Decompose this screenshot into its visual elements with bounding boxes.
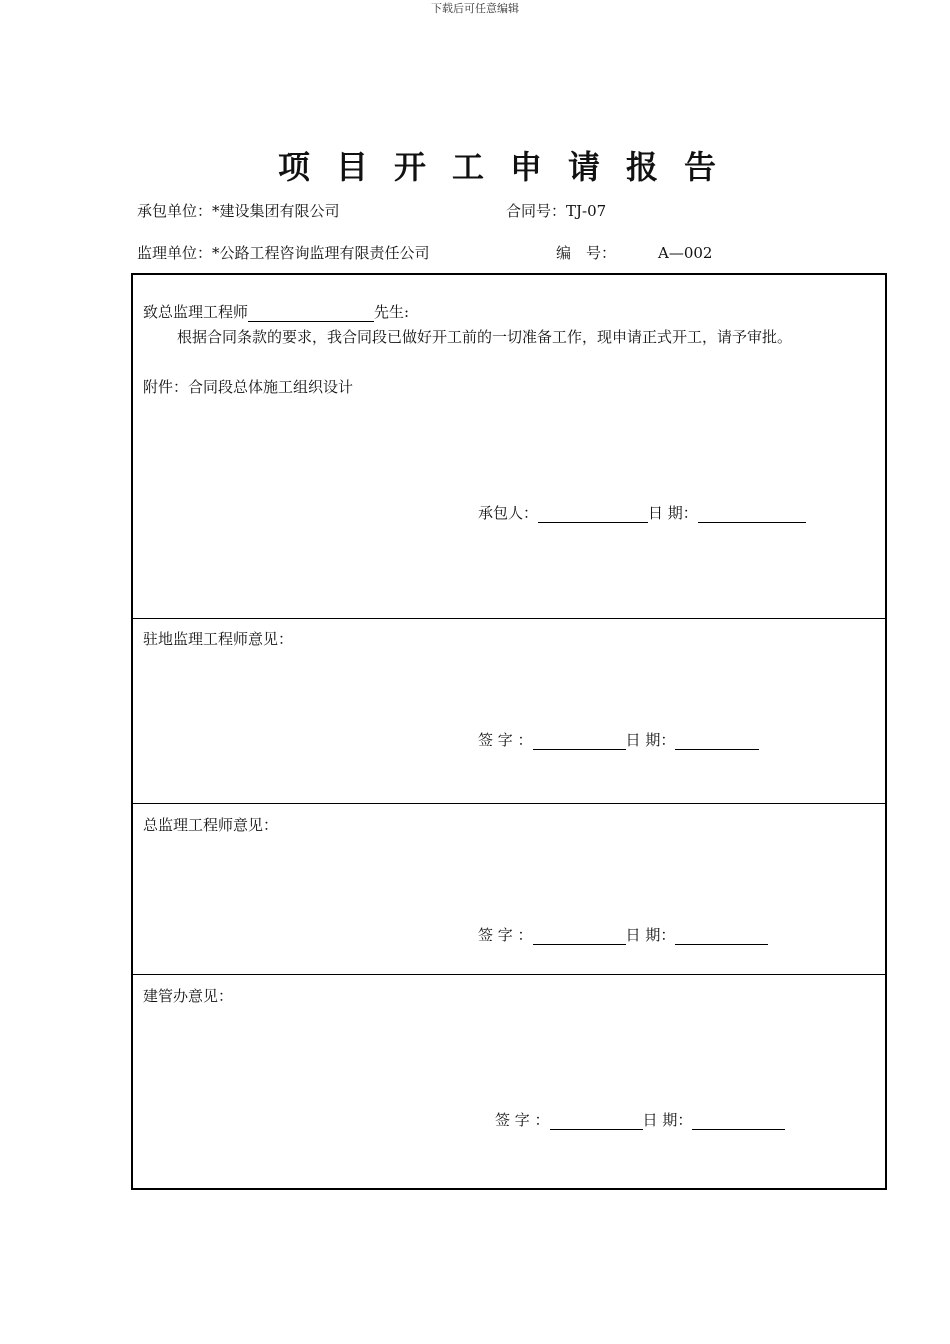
office-opinion-section — [133, 974, 885, 1189]
salutation: 致总监理工程师 先生: — [143, 303, 410, 321]
resident-opinion-heading: 驻地监理工程师意见： — [143, 630, 294, 648]
serial-no-row — [556, 242, 712, 263]
contractor-date-blank[interactable] — [698, 506, 806, 523]
serial-no-value: A—002 — [658, 244, 713, 262]
chief-opinion-section — [133, 803, 885, 975]
contractor-label: 承包单位： — [137, 202, 213, 220]
contractor-row — [137, 200, 340, 221]
office-signature-line: 签 字 ： 日 期： — [495, 1109, 785, 1130]
office-signature-blank[interactable] — [550, 1113, 643, 1130]
chief-signature-blank[interactable] — [533, 928, 626, 945]
engineer-name-blank[interactable] — [248, 305, 374, 322]
contractor-signature-blank[interactable] — [538, 506, 648, 523]
page-title: 项目开工申请报告 — [277, 148, 742, 186]
contractor-signature-line: 承包人： 日 期： — [478, 502, 806, 523]
chief-signature-line: 签 字 ： 日 期： — [478, 924, 768, 945]
chief-opinion-heading: 总监理工程师意见： — [143, 816, 279, 834]
serial-no-label: 编 号： — [556, 244, 617, 262]
resident-signature-line: 签 字 ： 日 期： — [478, 729, 759, 750]
resident-date-blank[interactable] — [675, 733, 759, 750]
office-date-blank[interactable] — [692, 1113, 785, 1130]
form-table — [131, 273, 887, 1190]
office-opinion-heading: 建管办意见： — [143, 987, 234, 1005]
resident-signature-blank[interactable] — [533, 733, 626, 750]
contractor-value: *建设集团有限公司 — [212, 202, 340, 220]
header-note: 下载后可任意编辑 — [431, 2, 519, 15]
contract-no-row — [506, 200, 606, 221]
supervisor-label: 监理单位： — [137, 244, 213, 262]
supervisor-row — [137, 242, 430, 263]
contract-no-value: TJ-07 — [566, 202, 607, 220]
resident-opinion-section — [133, 618, 885, 804]
request-body: 根据合同条款的要求，我合同段已做好开工前的一切准备工作，现申请正式开工，请予审批。 — [177, 328, 793, 346]
attachment-line: 附件：合同段总体施工组织设计 — [143, 378, 354, 396]
contract-no-label: 合同号： — [506, 202, 567, 220]
chief-date-blank[interactable] — [675, 928, 768, 945]
request-section — [133, 275, 885, 618]
supervisor-value: *公路工程咨询监理有限责任公司 — [212, 244, 430, 262]
